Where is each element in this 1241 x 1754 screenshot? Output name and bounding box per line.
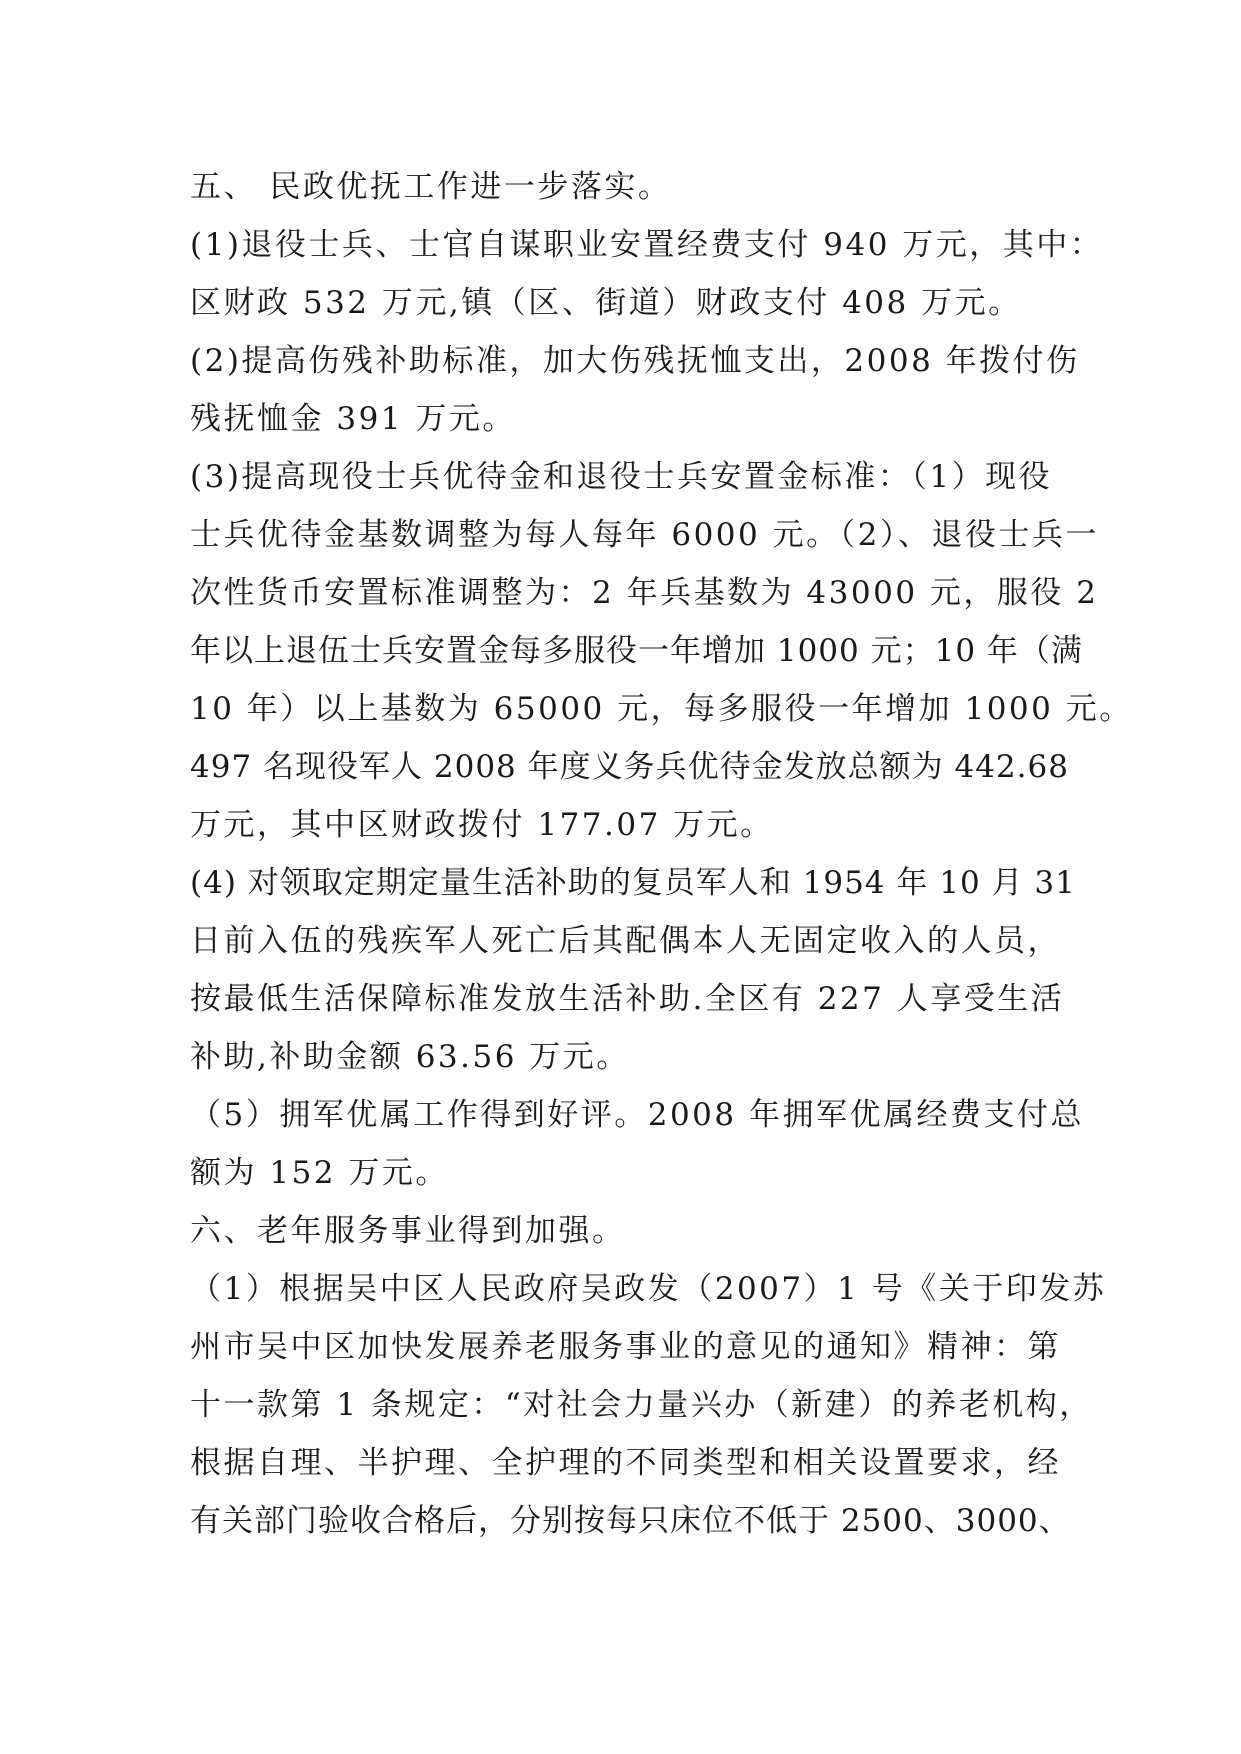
text-line: 万元，其中区财政拨付 177.07 万元。 xyxy=(190,807,774,843)
text-line: 十一款第 1 条规定：“对社会力量兴办（新建）的养老机构， xyxy=(190,1387,1093,1423)
text-line: （1）根据吴中区人民政府吴政发（2007）1 号《关于印发苏 xyxy=(190,1271,1107,1307)
text-line: 额为 152 万元。 xyxy=(190,1155,449,1191)
text-line: (3)提高现役士兵优待金和退役士兵安置金标准：（1）现役 xyxy=(190,459,1053,495)
text-line: (4) 对领取定期定量生活补助的复员军人和 1954 年 10 月 31 xyxy=(190,865,1076,901)
body-text xyxy=(190,158,1133,1550)
text-line: 有关部门验收合格后，分别按每只床位不低于 2500、3000、 xyxy=(190,1503,1071,1539)
text-line: 根据自理、半护理、全护理的不同类型和相关设置要求，经 xyxy=(190,1445,1061,1481)
text-line: 残抚恤金 391 万元。 xyxy=(190,401,516,437)
text-line: 年以上退伍士兵安置金每多服役一年增加 1000 元；10 年（满 xyxy=(190,633,1083,669)
text-line: 次性货币安置标准调整为：2 年兵基数为 43000 元，服役 2 xyxy=(190,575,1099,611)
text-line: 按最低生活保障标准发放生活补助.全区有 227 人享受生活 xyxy=(190,981,1065,1017)
text-line: 10 年）以上基数为 65000 元，每多服役一年增加 1000 元。 xyxy=(190,691,1133,727)
text-line: 五、 民政优抚工作进一步落实。 xyxy=(190,169,672,205)
text-line: 补助,补助金额 63.56 万元。 xyxy=(190,1039,630,1075)
text-line: 六、老年服务事业得到加强。 xyxy=(190,1213,626,1249)
text-line: (1)退役士兵、士官自谋职业安置经费支付 940 万元，其中： xyxy=(190,227,1104,263)
text-line: 士兵优待金基数调整为每人每年 6000 元。（2）、退役士兵一 xyxy=(190,517,1099,553)
text-line: （5）拥军优属工作得到好评。2008 年拥军优属经费支付总 xyxy=(190,1097,1084,1133)
text-line: 区财政 532 万元,镇（区、街道）财政支付 408 万元。 xyxy=(190,285,1022,321)
text-line: 日前入伍的残疾军人死亡后其配偶本人无固定收入的人员， xyxy=(190,923,1061,959)
text-line: 州市吴中区加快发展养老服务事业的意见的通知》精神：第 xyxy=(190,1329,1061,1365)
text-line: (2)提高伤残补助标准，加大伤残抚恤支出，2008 年拨付伤 xyxy=(190,343,1080,379)
text-line: 497 名现役军人 2008 年度义务兵优待金发放总额为 442.68 xyxy=(190,749,1069,785)
